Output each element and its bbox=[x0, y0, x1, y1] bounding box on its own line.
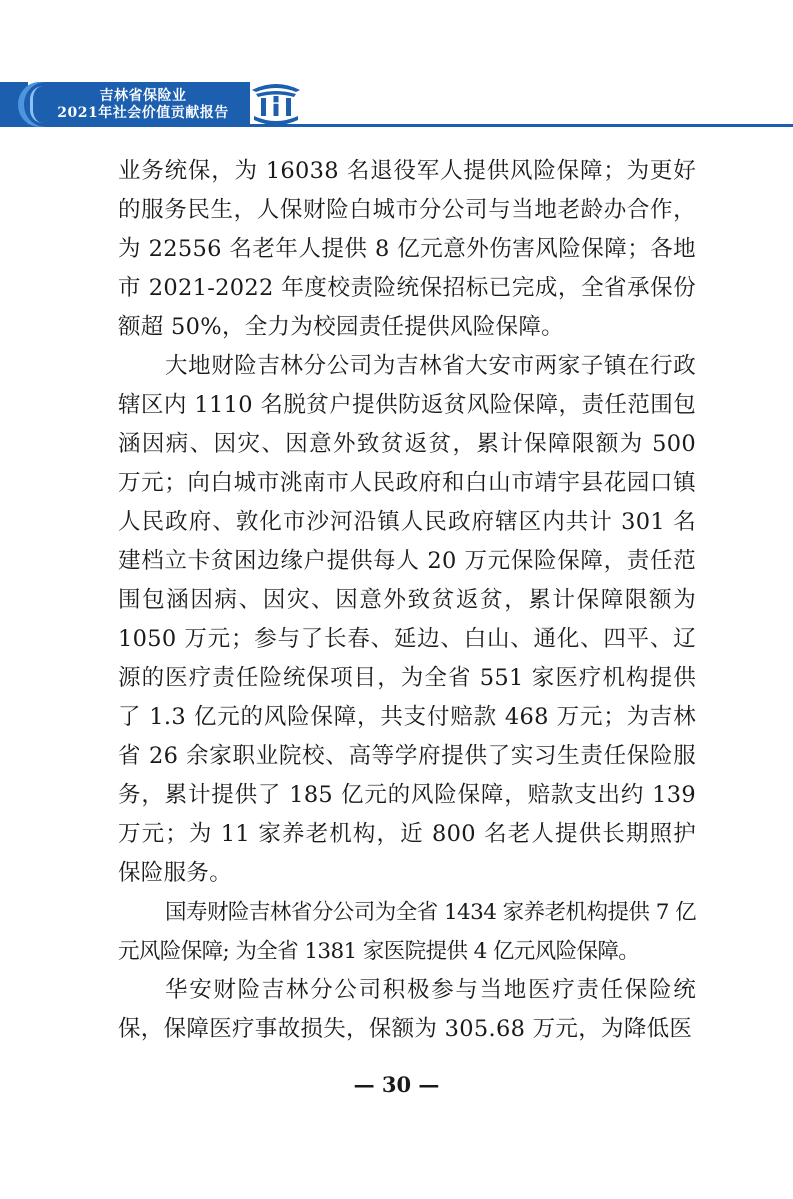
page-number: — 30 — bbox=[353, 1072, 440, 1097]
paragraph-4: 华安财险吉林分公司积极参与当地医疗责任保险统保，保障医疗事故损失，保额为 305.68 万元，为降低医 bbox=[118, 977, 696, 1042]
header-title-line2: 2021年社会价值贡献报告 bbox=[57, 105, 229, 121]
paragraph-1: 业务统保，为 16038 名退役军人提供风险保障；为更好的服务民生，人保财险白城市分公司与当地老龄办合作，为 22556 名老年人提供 8 亿元意外伤害风险保障；各地市 2021-2022 年度校责险统保招标已完成，全省承保份额超 50%，全力为校园责任提供风险保障。 bbox=[118, 158, 696, 340]
paragraph-3: 国寿财险吉林省分公司为全省 1434 家养老机构提供 7 亿元风险保障; 为全省 1381 家医院提供 4 亿元风险保障。 bbox=[118, 900, 696, 964]
header-title bbox=[38, 88, 248, 122]
jilin-insurance-logo-icon bbox=[248, 76, 304, 128]
body-text bbox=[118, 152, 696, 1049]
header-title-line1: 吉林省保险业 bbox=[99, 88, 187, 104]
paragraph-2: 大地财险吉林分公司为吉林省大安市两家子镇在行政辖区内 1110 名脱贫户提供防返贫风险保障，责任范围包涵因病、因灾、因意外致贫返贫，累计保障限额为 500 万元；向白城市洮南市人民政府和白山市靖宇县花园口镇人民政府、敦化市沙河沿镇人民政府辖区内共计 301 名建档立卡贫困边缘户提供每人 20 万元保险保障，责任范围包涵因病、因灾、因意外致贫返贫，累计保障限额为 1050 万元；参与了长春、延边、白山、通化、四平、辽源的医疗责任险统保项目，为全省 551 家医疗机构提供了 1.3 亿元的风险保障，共支付赔款 468 万元；为吉林省 26 余家职业院校、高等学府提供了实习生责任保险服务，累计提供了 185 亿元的风险保障，赔款支出约 139 万元；为 11 家养老机构，近 800 名老人提供长期照护保险服务。 bbox=[118, 353, 696, 886]
report-header bbox=[0, 82, 793, 130]
